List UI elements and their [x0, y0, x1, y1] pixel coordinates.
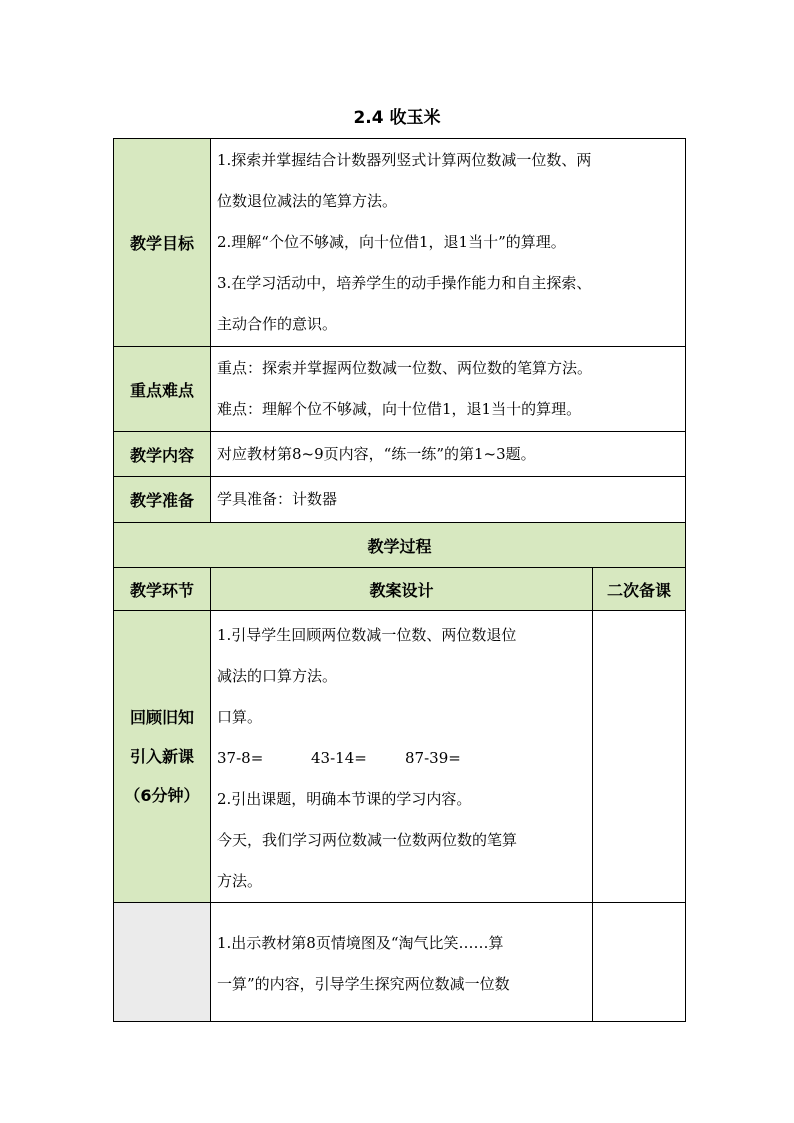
design-line: 减法的口算方法。	[217, 667, 338, 685]
review-design-text	[211, 611, 593, 903]
design-line: 1.出示教材第8页情境图及“淘气比笑……算	[217, 934, 504, 952]
stage-column-header: 教学环节	[114, 568, 211, 611]
process-header-row	[114, 523, 686, 568]
explore-stage-label	[114, 903, 211, 1022]
stage-line: 回顾旧知	[129, 708, 194, 727]
objectives-line: 2.理解“个位不够减，向十位借1，退1当十”的算理。	[217, 233, 566, 251]
preparation-text: 学具准备：计数器	[211, 477, 686, 523]
preparation-row	[114, 477, 686, 523]
second-prep-column-header: 二次备课	[593, 568, 686, 611]
second-prep-cell	[593, 903, 686, 1022]
design-line: 一算”的内容，引导学生探究两位数减一位数	[217, 975, 510, 993]
review-row	[114, 611, 686, 903]
design-line: 1.引导学生回顾两位数减一位数、两位数退位	[217, 626, 517, 644]
design-line: 口算。	[217, 708, 263, 726]
explore-design-text	[211, 903, 593, 1022]
design-column-header: 教案设计	[211, 568, 593, 611]
content-text: 对应教材第8~9页内容，“练一练”的第1~3题。	[211, 432, 686, 477]
objectives-line: 3.在学习活动中，培养学生的动手操作能力和自主探索、	[217, 274, 592, 292]
design-line: 2.引出课题，明确本节课的学习内容。	[217, 790, 472, 808]
key-point-line: 重点：探索并掌握两位数减一位数、两位数的笔算方法。	[217, 359, 593, 377]
review-stage-label	[114, 611, 211, 903]
key-point-line: 难点：理解个位不够减，向十位借1，退1当十的算理。	[217, 400, 582, 418]
objectives-line: 位数退位减法的笔算方法。	[217, 192, 398, 210]
design-line: 方法。	[217, 872, 263, 890]
second-prep-cell	[593, 611, 686, 903]
objectives-row	[114, 139, 686, 347]
page-title: 2.4 收玉米	[353, 108, 441, 128]
key-points-label: 重点难点	[114, 347, 211, 432]
stage-line: （6分钟）	[124, 786, 200, 805]
objectives-line: 1.探索并掌握结合计数器列竖式计算两位数减一位数、两	[217, 151, 592, 169]
oral-calc-line	[217, 738, 586, 779]
preparation-label: 教学准备	[114, 477, 211, 523]
lesson-plan-table	[113, 138, 686, 1022]
content-row	[114, 432, 686, 477]
design-line: 今天，我们学习两位数减一位数两位数的笔算	[217, 831, 518, 849]
oral-calc-item: 37-8=	[217, 749, 264, 767]
oral-calc-item: 87-39=	[405, 749, 461, 767]
content-label: 教学内容	[114, 432, 211, 477]
objectives-line: 主动合作的意识。	[217, 315, 338, 333]
process-header: 教学过程	[114, 523, 686, 568]
stage-line: 引入新课	[129, 747, 194, 766]
key-points-text	[211, 347, 686, 432]
key-points-row	[114, 347, 686, 432]
objectives-label: 教学目标	[114, 139, 211, 347]
objectives-text	[211, 139, 686, 347]
column-header-row	[114, 568, 686, 611]
explore-row	[114, 903, 686, 1022]
oral-calc-item: 43-14=	[311, 749, 367, 767]
